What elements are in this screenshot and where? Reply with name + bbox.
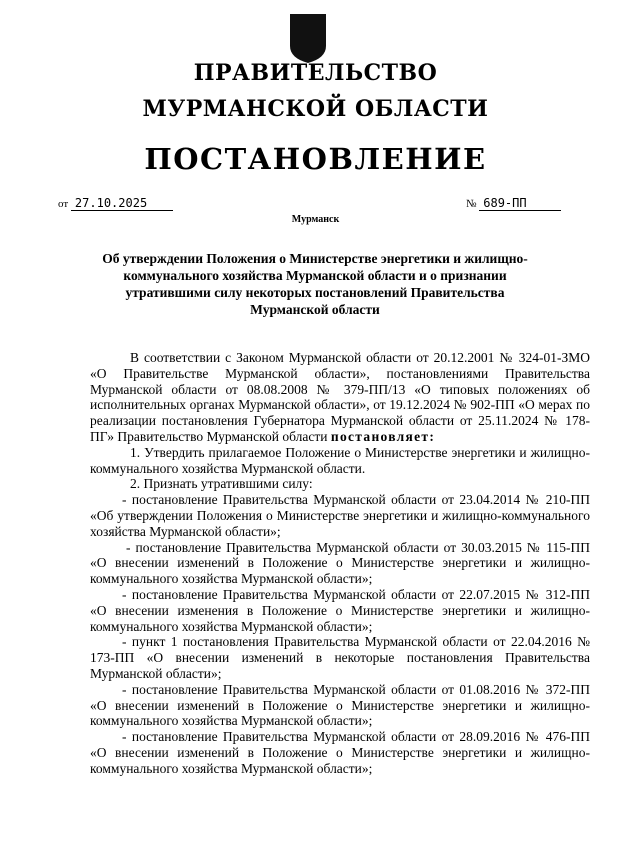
preamble-text: В соответствии с Законом Мурманской области от 20.12.2001 № 324-01-ЗМО «О Правительстве Мурманской области», постановлениями Правительства Мурманской области от 08.08.2008 № 379-ПП/13 «О типовых положениях об исполнительных органах Мурманской области», от 19.12.2024 № 902-ПП «О мерах по реализации постановления Губернатора Мурманской области от 25.11.2024 № 178-ПГ» Правительство Мурманской области bbox=[90, 350, 590, 444]
document-number: 689-ПП bbox=[479, 196, 561, 211]
city-label: Мурманск bbox=[291, 214, 340, 225]
list-item: - постановление Правительства Мурманской области от 23.04.2014 № 210-ПП «Об утверждении Положения о Министерстве энергетики и жилищно-коммунального хозяйства Мурманской области»; bbox=[90, 492, 590, 539]
list-item: - постановление Правительства Мурманской области от 30.03.2015 № 115-ПП «О внесении изменений в Положение о Министерстве энергетики и жилищно-коммунального хозяйства Мурманской области»; bbox=[90, 539, 590, 587]
item-2-paragraph: 2. Признать утратившими силу: bbox=[130, 476, 313, 492]
list-item: - пункт 1 постановления Правительства Мурманской области от 22.04.2016 № 173-ПП «О внесении изменений в некоторые постановления Правительства Мурманской области»; bbox=[90, 634, 590, 681]
number-row bbox=[466, 196, 561, 211]
list-item: - постановление Правительства Мурманской области от 22.07.2015 № 312-ПП «О внесении изменения в Положение о Министерстве энергетики и жилищно-коммунального хозяйства Мурманской области»; bbox=[90, 586, 590, 634]
document-date: 27.10.2025 bbox=[71, 196, 173, 211]
date-row bbox=[58, 196, 173, 211]
list-item: - постановление Правительства Мурманской области от 28.09.2016 № 476-ПП «О внесении изменений в Положение о Министерстве энергетики и жилищно-коммунального хозяйства Мурманской области»; bbox=[90, 729, 590, 776]
document-type-title: ПОСТАНОВЛЕНИЕ bbox=[144, 142, 487, 176]
resolves-keyword: постановляет: bbox=[330, 428, 436, 444]
number-prefix: № bbox=[466, 198, 477, 210]
document-subject: Об утверждении Положения о Министерстве энергетики и жилищно-коммунального хозяйства Мурманской области и о признании утратившими силу некоторых постановлений Правительства Мурманской области bbox=[102, 251, 528, 317]
date-prefix: от bbox=[58, 198, 69, 210]
list-item: - постановление Правительства Мурманской области от 01.08.2016 № 372-ПП «О внесении изменений в Положение о Министерстве энергетики и жилищно-коммунального хозяйства Мурманской области»; bbox=[90, 681, 590, 729]
government-title-line2: МУРМАНСКОЙ ОБЛАСТИ bbox=[142, 96, 489, 122]
coat-of-arms-icon bbox=[288, 12, 328, 64]
preamble-paragraph bbox=[90, 350, 590, 445]
item-1-paragraph: 1. Утвердить прилагаемое Положение о Министерстве энергетики и жилищно-коммунального хозяйства Мурманской области. bbox=[90, 444, 590, 476]
document-body bbox=[90, 350, 590, 777]
government-title-line1: ПРАВИТЕЛЬСТВО bbox=[193, 60, 438, 86]
